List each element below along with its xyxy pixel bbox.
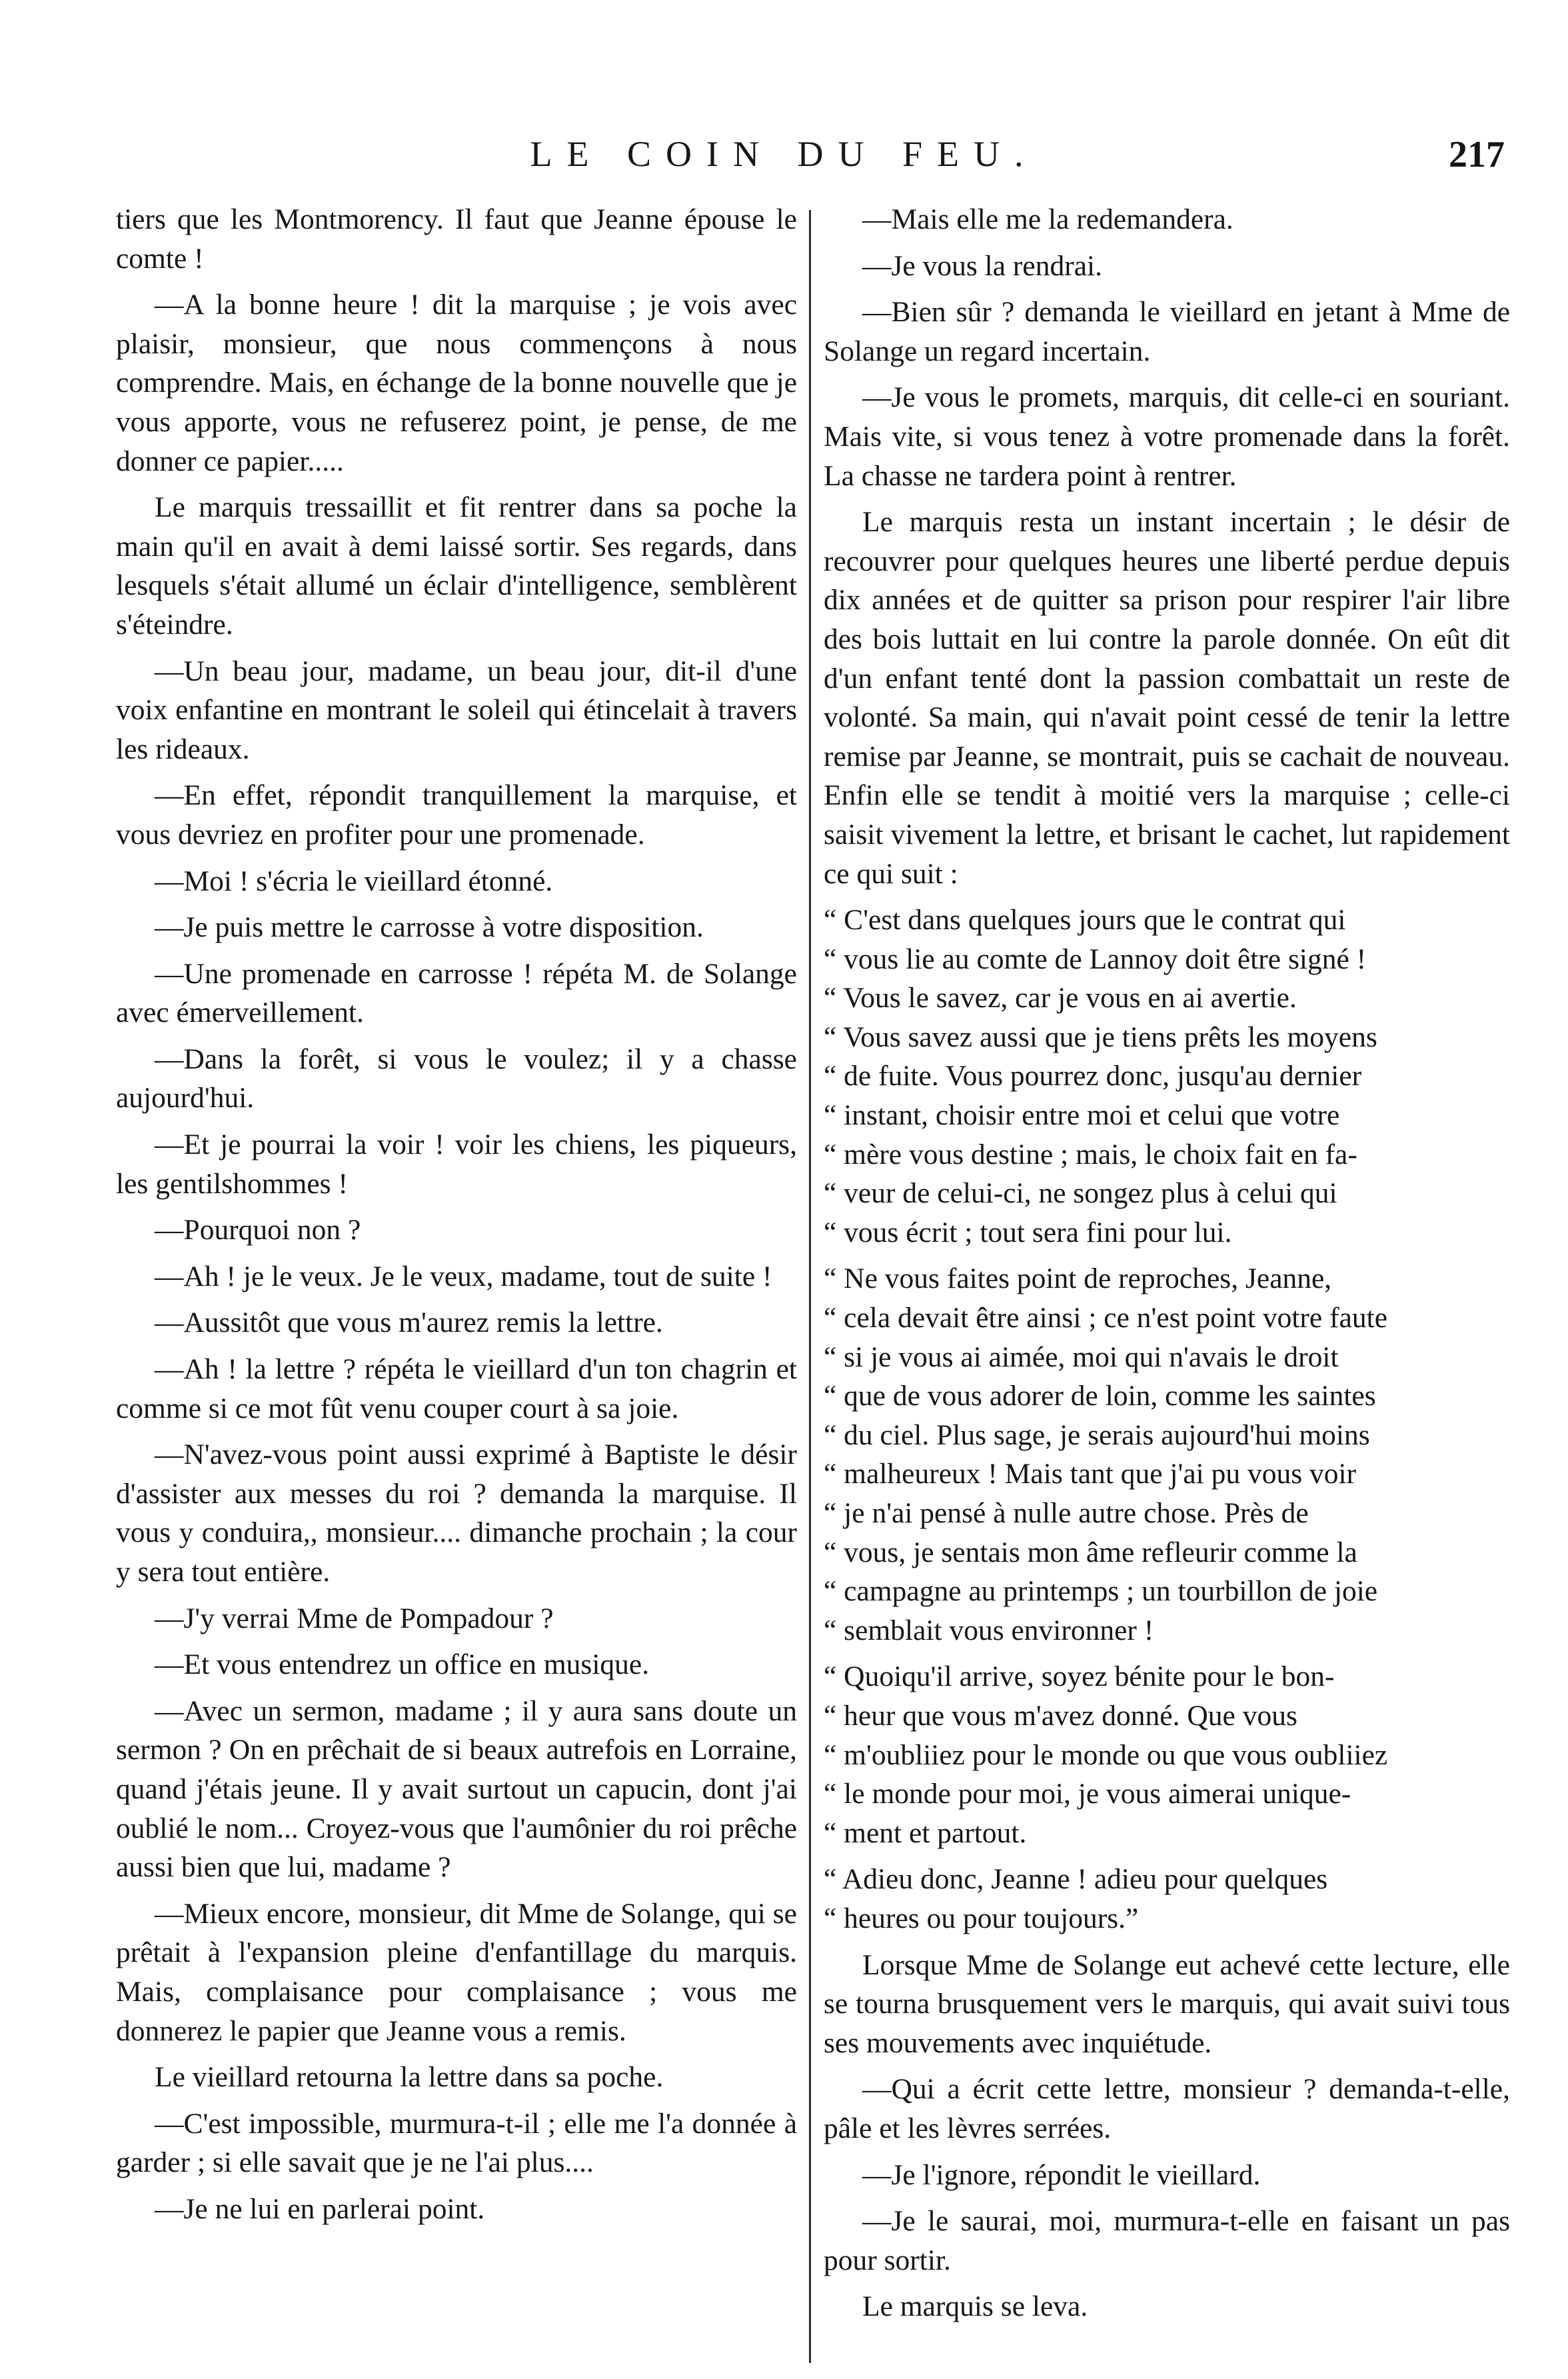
paragraph: Lorsque Mme de Solange eut achevé cette lecture, elle se tourna brusquement vers le marquis, qui avait suivi tous ses mouvements avec inquiétude. xyxy=(824,1948,1510,2059)
paragraph: —Un beau jour, madame, un beau jour, dit-il d'une voix enfantine en montrant le soleil qui étincelait à travers les rideaux. xyxy=(116,655,797,765)
running-title: LE COIN DU FEU. xyxy=(530,134,1038,174)
page-number: 217 xyxy=(1449,134,1505,175)
letter-line: “ Quoiqu'il arrive, soyez bénite pour le bon- xyxy=(824,1660,1335,1693)
paragraph: —En effet, répondit tranquillement la marquise, et vous devriez en profiter pour une promenade. xyxy=(116,779,797,851)
paragraph: —C'est impossible, murmura-t-il ; elle me l'a donnée à garder ; si elle savait que je ne l'ai plus.... xyxy=(116,2107,797,2179)
quoted-letter xyxy=(824,901,1510,1938)
letter-line: “ que de vous adorer de loin, comme les saintes xyxy=(824,1380,1376,1412)
paragraph: tiers que les Montmorency. Il faut que Jeanne épouse le comte ! xyxy=(116,203,797,275)
paragraph: —Et je pourrai la voir ! voir les chiens, les piqueurs, les gentilshommes ! xyxy=(116,1129,797,1200)
letter-line: “ je n'ai pensé à nulle autre chose. Près de xyxy=(824,1497,1309,1529)
paragraph: Le marquis resta un instant incertain ; le désir de recouvrer pour quelques heures une liberté perdue depuis dix années et de quitter sa prison pour respirer l'air libre des bois luttait en lui contre la parole donnée. On eût dit d'un enfant tenté dont la passion combattait un reste de volonté. Sa main, qui n'avait point cessé de tenir la lettre remise par Jeanne, se montrait, puis se cachait de nouveau. Enfin elle se tendit à moitié vers la marquise ; celle-ci saisit vivement la lettre, et brisant le cachet, lut rapidement ce qui suit : xyxy=(824,506,1510,890)
letter-line: “ instant, choisir entre moi et celui que votre xyxy=(824,1099,1340,1132)
column-divider xyxy=(809,210,811,2363)
paragraph: —Je le saurai, moi, murmura-t-elle en faisant un pas pour sortir. xyxy=(824,2205,1510,2276)
paragraph: —Pourquoi non ? xyxy=(155,1214,361,1246)
paragraph: Le vieillard retourna la lettre dans sa poche. xyxy=(155,2061,664,2094)
letter-line: “ malheureux ! Mais tant que j'ai pu vous voir xyxy=(824,1458,1357,1490)
paragraph: —A la bonne heure ! dit la marquise ; je vois avec plaisir, monsieur, que nous commençons à nous comprendre. Mais, en échange de la bonne nouvelle que je vous apporte, vous ne refuserez point, je pense, de me donner ce papier..... xyxy=(116,289,797,477)
letter-line: “ m'oubliiez pour le monde ou que vous oubliiez xyxy=(824,1738,1388,1771)
letter-line: “ du ciel. Plus sage, je serais aujourd'hui moins xyxy=(824,1418,1370,1451)
right-column xyxy=(824,200,1510,2346)
letter-line: “ heur que vous m'avez donné. Que vous xyxy=(824,1699,1297,1732)
paragraph: —Une promenade en carrosse ! répéta M. de Solange avec émerveillement. xyxy=(116,957,797,1029)
letter-line: “ le monde pour moi, je vous aimerai unique- xyxy=(824,1778,1351,1810)
letter-line: “ Ne vous faites point de reproches, Jeanne, xyxy=(824,1262,1332,1295)
letter-paragraph xyxy=(824,1657,1510,1852)
paragraph: —Je puis mettre le carrosse à votre disposition. xyxy=(155,911,704,944)
paragraph: —Dans la forêt, si vous le voulez; il y a chasse aujourd'hui. xyxy=(116,1043,797,1115)
paragraph: —Aussitôt que vous m'aurez remis la lettre. xyxy=(155,1306,663,1339)
letter-line: “ Vous savez aussi que je tiens prêts les moyens xyxy=(824,1021,1377,1053)
paragraph: —Avec un sermon, madame ; il y aura sans doute un sermon ? On en prêchait de si beaux autrefois en Lorraine, quand j'étais jeune. Il y avait surtout un capucin, dont j'ai oublié le nom... Croyez-vous que l'aumônier du roi prêche aussi bien que lui, madame ? xyxy=(116,1694,797,1884)
letter-paragraph xyxy=(824,901,1510,1252)
letter-paragraph xyxy=(824,1860,1510,1938)
letter-line: “ Adieu donc, Jeanne ! adieu pour quelques xyxy=(824,1863,1328,1896)
paragraph: —Je l'ignore, répondit le vieillard. xyxy=(862,2158,1261,2191)
paragraph: —Mais elle me la redemandera. xyxy=(862,203,1233,235)
letter-line: “ veur de celui-ci, ne songez plus à celui qui xyxy=(824,1177,1337,1210)
letter-line: “ mère vous destine ; mais, le choix fait en fa- xyxy=(824,1138,1357,1171)
paragraph: —Et vous entendrez un office en musique. xyxy=(155,1648,650,1681)
paragraph: —Ah ! la lettre ? répéta le vieillard d'un ton chagrin et comme si ce mot fût venu couper court à sa joie. xyxy=(116,1353,797,1424)
paragraph: —Je vous la rendrai. xyxy=(862,249,1102,282)
paragraph: —N'avez-vous point aussi exprimé à Baptiste le désir d'assister aux messes du roi ? demanda la marquise. Il vous y conduira,, monsieur.... dimanche prochain ; la cour y sera tout entière. xyxy=(116,1438,797,1588)
letter-line: “ campagne au printemps ; un tourbillon de joie xyxy=(824,1575,1378,1608)
paragraph: —Ah ! je le veux. Je le veux, madame, tout de suite ! xyxy=(155,1260,772,1292)
letter-line: “ Vous le savez, car je vous en ai avertie. xyxy=(824,982,1297,1015)
letter-line: “ ment et partout. xyxy=(824,1816,1027,1849)
paragraph: —Mieux encore, monsieur, dit Mme de Solange, qui se prêtait à l'expansion pleine d'enfantillage du marquis. Mais, complaisance pour complaisance ; vous me donnerez le papier que Jeanne vous a remis. xyxy=(116,1897,797,2047)
letter-line: “ C'est dans quelques jours que le contrat qui xyxy=(824,904,1346,937)
letter-line: “ vous lie au comte de Lannoy doit être signé ! xyxy=(824,943,1367,975)
letter-line: “ heures ou pour toujours.” xyxy=(824,1902,1139,1934)
letter-line: “ cela devait être ainsi ; ce n'est point votre faute xyxy=(824,1302,1388,1334)
paragraph: —Bien sûr ? demanda le vieillard en jetant à Mme de Solange un regard incertain. xyxy=(824,296,1510,367)
letter-paragraph xyxy=(824,1259,1510,1650)
paragraph: —Je vous le promets, marquis, dit celle-ci en souriant. Mais vite, si vous tenez à votre promenade dans la forêt. La chasse ne tardera point à rentrer. xyxy=(824,381,1510,492)
letter-line: “ de fuite. Vous pourrez donc, jusqu'au dernier xyxy=(824,1060,1362,1093)
page-header xyxy=(0,133,1568,187)
paragraph: —Moi ! s'écria le vieillard étonné. xyxy=(155,865,553,897)
paragraph: —Je ne lui en parlerai point. xyxy=(155,2192,485,2225)
letter-line: “ vous, je sentais mon âme refleurir comme la xyxy=(824,1536,1357,1568)
letter-line: “ semblait vous environner ! xyxy=(824,1614,1154,1646)
letter-line: “ vous écrit ; tout sera fini pour lui. xyxy=(824,1216,1232,1248)
left-column xyxy=(116,200,797,2346)
letter-line: “ si je vous ai aimée, moi qui n'avais le droit xyxy=(824,1340,1339,1373)
paragraph: Le marquis tressaillit et fit rentrer dans sa poche la main qu'il en avait à demi laissé sortir. Ses regards, dans lesquels s'était allumé un éclair d'intelligence, semblèrent s'éteindre. xyxy=(116,491,797,641)
paragraph: Le marquis se leva. xyxy=(862,2290,1088,2323)
paragraph: —J'y verrai Mme de Pompadour ? xyxy=(155,1602,554,1634)
paragraph: —Qui a écrit cette lettre, monsieur ? demanda-t-elle, pâle et les lèvres serrées. xyxy=(824,2073,1510,2144)
